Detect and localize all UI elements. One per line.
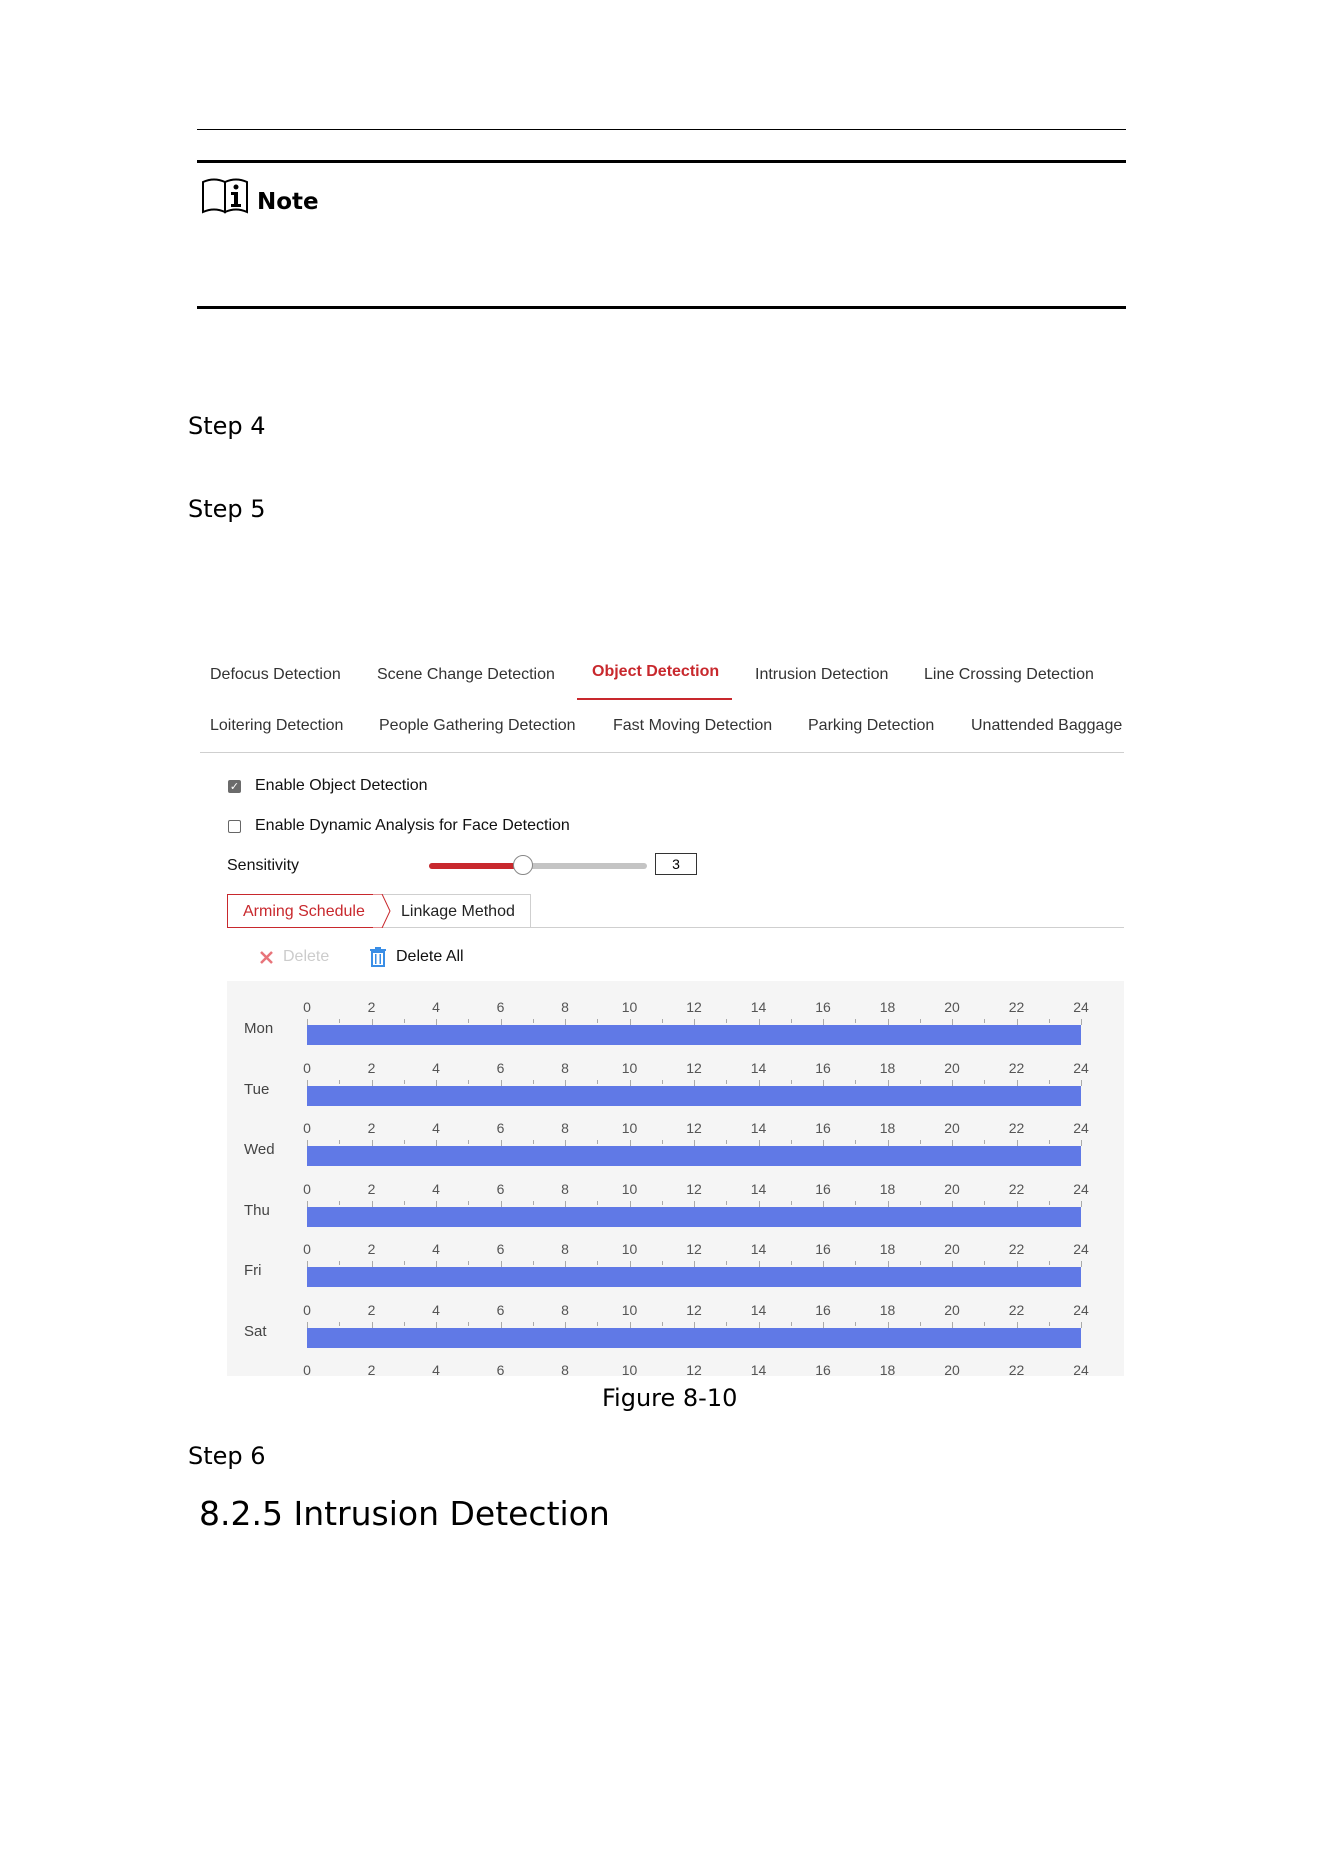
hour-tick [597, 1019, 598, 1023]
enable-dynamic-analysis-checkbox[interactable] [228, 820, 241, 833]
hour-tick-label: 14 [750, 999, 767, 1015]
note-label: Note [257, 189, 319, 215]
hour-tick [662, 1080, 663, 1084]
day-label: Thu [244, 1201, 270, 1219]
hour-tick-label: 0 [303, 1059, 311, 1076]
hour-tick-label: 18 [879, 1301, 896, 1318]
enable-dynamic-analysis-label: Enable Dynamic Analysis for Face Detection [255, 817, 570, 834]
tab-line-crossing-detection[interactable]: Line Crossing Detection [924, 666, 1094, 683]
hour-tick [1081, 1201, 1082, 1207]
hour-tick-label: 22 [1008, 1120, 1025, 1136]
hour-tick-label: 12 [686, 1301, 702, 1318]
hour-tick-label: 16 [815, 1120, 831, 1136]
armed-time-bar[interactable] [307, 1328, 1081, 1348]
hour-tick-label: 20 [944, 1059, 960, 1076]
arming-schedule-grid[interactable] [227, 981, 1124, 1376]
hour-tick [468, 1201, 469, 1205]
delete-all-button[interactable]: Delete All [396, 948, 464, 965]
sensitivity-slider-thumb[interactable] [513, 855, 533, 875]
hour-tick-label: 20 [944, 1362, 960, 1376]
object-detection-figure [197, 650, 1124, 1376]
hour-tick-label: 0 [303, 1301, 311, 1318]
hour-tick [597, 1201, 598, 1205]
tabs-divider [200, 752, 1124, 753]
hour-tick [468, 1140, 469, 1144]
hour-tick-label: 6 [496, 1059, 505, 1076]
hour-tick [1081, 1140, 1082, 1146]
hour-tick [339, 1261, 340, 1265]
hour-tick [597, 1080, 598, 1084]
hour-tick [662, 1019, 663, 1023]
hour-tick [1081, 1019, 1082, 1025]
hour-tick [597, 1261, 598, 1265]
hour-tick-label: 24 [1073, 999, 1089, 1015]
hour-tick [468, 1080, 469, 1084]
hour-tick [1049, 1322, 1050, 1326]
hour-tick-label: 20 [944, 999, 960, 1015]
hour-tick-label: 12 [686, 1120, 702, 1136]
hour-tick-label: 2 [367, 999, 376, 1015]
section-heading: 8.2.5 Intrusion Detection [199, 1494, 610, 1533]
hour-tick [1081, 1261, 1082, 1267]
day-label: Wed [244, 1141, 275, 1158]
hour-tick-label: 24 [1073, 1301, 1089, 1318]
hour-tick [662, 1201, 663, 1205]
trash-icon [369, 947, 387, 967]
hour-tick-label: 2 [367, 1362, 376, 1376]
hour-tick-label: 6 [496, 1241, 505, 1257]
hour-tick-label: 20 [944, 1241, 960, 1257]
hour-tick [726, 1140, 727, 1144]
hour-tick [791, 1322, 792, 1326]
hour-tick-label: 0 [303, 1180, 311, 1197]
hour-tick [533, 1261, 534, 1265]
hour-tick [855, 1080, 856, 1084]
hour-tick-label: 24 [1073, 1241, 1089, 1257]
hour-tick [984, 1201, 985, 1205]
tab-unattended-baggage[interactable]: Unattended Baggage [971, 717, 1123, 734]
step-4: Step 4 [188, 412, 266, 440]
hour-tick [855, 1140, 856, 1144]
hour-tick [404, 1140, 405, 1144]
hour-tick-label: 10 [621, 1301, 638, 1318]
hour-tick [339, 1080, 340, 1084]
hour-tick-label: 16 [815, 1180, 831, 1197]
hour-tick-label: 10 [621, 1241, 638, 1257]
hour-tick-label: 2 [367, 1180, 376, 1197]
hour-tick [1049, 1080, 1050, 1084]
hour-tick-label: 8 [561, 1362, 569, 1376]
hour-tick-label: 22 [1008, 1362, 1025, 1376]
hour-tick [984, 1080, 985, 1084]
hour-tick [1049, 1019, 1050, 1023]
hour-tick-label: 18 [879, 1180, 896, 1197]
hour-tick-label: 12 [686, 1241, 702, 1257]
hour-tick-label: 16 [815, 999, 831, 1015]
hour-tick [662, 1261, 663, 1265]
hour-tick [468, 1322, 469, 1326]
hour-tick [339, 1322, 340, 1326]
hour-tick-label: 4 [432, 1301, 440, 1318]
enable-object-detection-label: Enable Object Detection [255, 777, 428, 794]
hour-tick [984, 1019, 985, 1023]
hour-tick-label: 8 [561, 1120, 569, 1136]
hour-tick-label: 4 [432, 999, 440, 1015]
hour-tick-label: 22 [1008, 1301, 1025, 1318]
hour-tick-label: 14 [750, 1301, 767, 1318]
hour-tick-label: 16 [815, 1301, 831, 1318]
hour-tick [533, 1080, 534, 1084]
hour-tick [1049, 1140, 1050, 1144]
hour-tick-label: 0 [303, 1362, 311, 1376]
hour-tick-label: 18 [879, 1362, 896, 1376]
hour-tick [984, 1322, 985, 1326]
chevron-right-icon [373, 894, 391, 928]
hour-tick-label: 6 [496, 1120, 505, 1136]
hour-tick [726, 1261, 727, 1265]
tab-arming-schedule[interactable] [227, 894, 382, 928]
hour-tick-label: 14 [750, 1180, 767, 1197]
hour-tick [855, 1322, 856, 1326]
hour-tick-label: 24 [1073, 1120, 1089, 1136]
enable-object-detection-checkbox[interactable]: ✓ [229, 781, 240, 793]
day-label: Tue [244, 1080, 270, 1098]
hour-tick [533, 1140, 534, 1144]
hour-tick [404, 1019, 405, 1023]
hour-tick [984, 1261, 985, 1265]
hour-tick-label: 24 [1073, 1362, 1089, 1376]
hour-tick [920, 1322, 921, 1326]
hour-tick [920, 1261, 921, 1265]
hour-tick-label: 16 [815, 1059, 831, 1076]
armed-time-bar[interactable] [307, 1086, 1081, 1106]
hour-tick-label: 20 [944, 1301, 960, 1318]
hour-tick-label: 22 [1008, 1059, 1025, 1076]
hour-tick [533, 1019, 534, 1023]
sensitivity-value-input[interactable]: 3 [655, 853, 697, 875]
hour-tick-label: 24 [1073, 1059, 1089, 1076]
hour-tick [597, 1140, 598, 1144]
hour-tick [1049, 1261, 1050, 1265]
delete-button[interactable]: Delete [283, 948, 330, 965]
hour-tick [597, 1322, 598, 1326]
day-label: Mon [244, 1020, 274, 1037]
hour-tick [533, 1201, 534, 1205]
sensitivity-slider-track[interactable] [429, 863, 647, 869]
hour-tick-label: 16 [815, 1362, 831, 1376]
hour-tick-label: 6 [496, 1301, 505, 1318]
hour-tick [791, 1140, 792, 1144]
hour-tick [726, 1080, 727, 1084]
hour-tick [726, 1322, 727, 1326]
hour-tick [404, 1261, 405, 1265]
hour-tick [339, 1201, 340, 1205]
hour-tick-label: 2 [367, 1241, 376, 1257]
hour-tick [468, 1019, 469, 1023]
hour-tick [920, 1140, 921, 1144]
hour-tick [1081, 1322, 1082, 1328]
hour-tick [339, 1019, 340, 1023]
armed-time-bar[interactable] [307, 1267, 1081, 1287]
close-icon [259, 950, 274, 965]
top-rule [197, 129, 1126, 130]
linkage-method-label: Linkage Method [401, 903, 515, 920]
hour-tick-label: 20 [944, 1180, 960, 1197]
hour-tick-label: 18 [879, 1059, 896, 1076]
armed-time-bar[interactable] [307, 1025, 1081, 1045]
hour-tick-label: 10 [621, 1120, 638, 1136]
hour-tick-label: 0 [303, 1241, 311, 1257]
tab-defocus-detection[interactable]: Defocus Detection [210, 666, 341, 683]
hour-tick-label: 12 [686, 999, 702, 1015]
hour-tick-label: 18 [879, 999, 896, 1015]
hour-tick-label: 14 [750, 1362, 767, 1376]
hour-tick-label: 4 [432, 1180, 440, 1197]
hour-tick [855, 1201, 856, 1205]
hour-tick [404, 1201, 405, 1205]
arming-schedule-label: Arming Schedule [243, 903, 365, 920]
hour-tick [404, 1080, 405, 1084]
hour-tick-label: 8 [561, 1301, 569, 1318]
hour-tick-label: 12 [686, 1180, 702, 1197]
hour-tick-label: 16 [815, 1241, 831, 1257]
armed-time-bar[interactable] [307, 1207, 1081, 1227]
hour-tick [662, 1140, 663, 1144]
day-label: Sat [244, 1322, 267, 1340]
hour-tick-label: 12 [686, 1362, 702, 1376]
figure-caption: Figure 8-10 [602, 1384, 738, 1412]
hour-tick-label: 8 [561, 999, 569, 1015]
step-5: Step 5 [188, 495, 266, 523]
hour-tick [1081, 1080, 1082, 1086]
note-bottom-rule [197, 306, 1126, 309]
hour-tick [468, 1261, 469, 1265]
tab-parking-detection[interactable]: Parking Detection [808, 717, 935, 734]
tab-people-gathering-detection[interactable]: People Gathering Detection [379, 717, 576, 734]
hour-tick-label: 10 [621, 1059, 638, 1076]
hour-tick-label: 22 [1008, 1241, 1025, 1257]
tab-scene-change-detection[interactable]: Scene Change Detection [377, 666, 555, 683]
hour-tick [920, 1080, 921, 1084]
hour-tick-label: 10 [621, 999, 638, 1015]
hour-tick-label: 10 [621, 1180, 638, 1197]
hour-tick-label: 24 [1073, 1180, 1089, 1197]
hour-tick [791, 1261, 792, 1265]
hour-tick [404, 1322, 405, 1326]
hour-tick-label: 4 [432, 1059, 440, 1076]
hour-tick-label: 4 [432, 1241, 440, 1257]
hour-tick [791, 1019, 792, 1023]
hour-tick [920, 1019, 921, 1023]
hour-tick-label: 20 [944, 1120, 960, 1136]
hour-tick-label: 4 [432, 1362, 440, 1376]
sensitivity-label: Sensitivity [227, 857, 300, 874]
tab-fast-moving-detection[interactable]: Fast Moving Detection [613, 717, 773, 734]
hour-tick [791, 1080, 792, 1084]
note-top-rule [197, 160, 1126, 163]
day-label: Fri [244, 1262, 262, 1279]
hour-tick [339, 1140, 340, 1144]
hour-tick-label: 6 [496, 1180, 505, 1197]
tab-loitering-detection[interactable]: Loitering Detection [210, 717, 344, 734]
hour-tick-label: 14 [750, 1120, 767, 1136]
hour-tick [855, 1261, 856, 1265]
hour-tick-label: 6 [496, 1362, 505, 1376]
hour-tick-label: 2 [367, 1120, 376, 1136]
hour-tick-label: 6 [496, 999, 505, 1015]
hour-tick [1049, 1201, 1050, 1205]
hour-tick-label: 4 [432, 1120, 440, 1136]
hour-tick-label: 14 [750, 1059, 767, 1076]
hour-tick [984, 1140, 985, 1144]
hour-tick-label: 22 [1008, 999, 1025, 1015]
hour-tick-label: 0 [303, 1120, 311, 1136]
hour-tick-label: 18 [879, 1120, 896, 1136]
hour-tick [726, 1019, 727, 1023]
sensitivity-slider-fill [429, 863, 523, 869]
tab-intrusion-detection[interactable]: Intrusion Detection [755, 666, 889, 683]
hour-tick-label: 8 [561, 1180, 569, 1197]
step-6: Step 6 [188, 1442, 266, 1470]
hour-tick-label: 10 [621, 1362, 638, 1376]
hour-tick [855, 1019, 856, 1023]
hour-tick [533, 1322, 534, 1326]
hour-tick [791, 1201, 792, 1205]
hour-tick-label: 8 [561, 1059, 569, 1076]
hour-tick-label: 2 [367, 1059, 376, 1076]
hour-tick-label: 0 [303, 999, 311, 1015]
hour-tick-label: 12 [686, 1059, 702, 1076]
armed-time-bar[interactable] [307, 1146, 1081, 1166]
tab-linkage-method[interactable] [381, 894, 531, 928]
hour-tick-label: 14 [750, 1241, 767, 1257]
hour-tick-label: 22 [1008, 1180, 1025, 1197]
hour-tick [726, 1201, 727, 1205]
hour-tick [920, 1201, 921, 1205]
hour-tick-label: 2 [367, 1301, 376, 1318]
tab-object-detection[interactable]: Object Detection [592, 663, 720, 680]
hour-tick [662, 1322, 663, 1326]
hour-tick-label: 18 [879, 1241, 896, 1257]
hour-tick-label: 8 [561, 1241, 569, 1257]
note-book-icon [200, 176, 252, 216]
active-tab-underline [577, 698, 732, 700]
